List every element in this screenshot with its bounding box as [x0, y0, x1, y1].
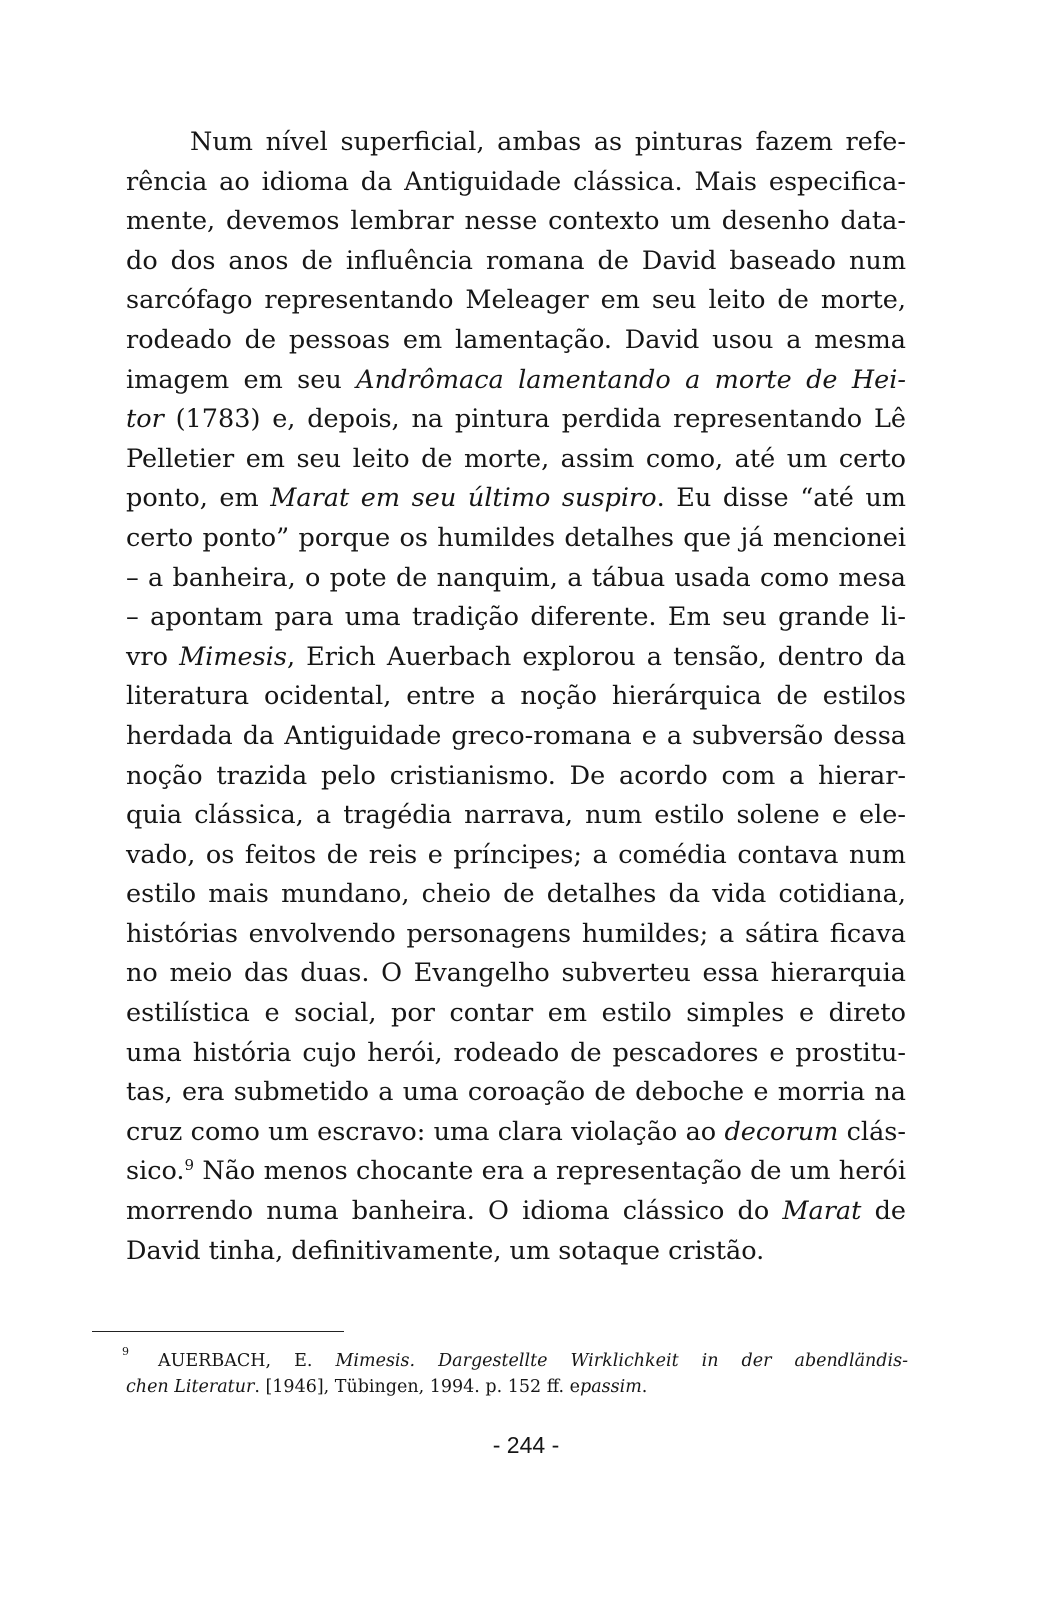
text-span: vro: [126, 641, 180, 672]
text-span: noção trazida pelo cristianismo. De acordo com a hierar-: [126, 760, 906, 791]
italic-title: chen Literatur: [126, 1377, 255, 1397]
text-line: [126, 361, 906, 401]
text-span: no meio das duas. O Evangelho subverteu essa hierarquia: [126, 958, 906, 989]
text-line: [126, 163, 906, 203]
footnote-line: [126, 1374, 908, 1400]
text-line: [126, 836, 906, 876]
text-span: , Erich Auerbach explorou a tensão, dentro da: [286, 641, 906, 672]
footnote: [122, 1345, 908, 1400]
text-span: literatura ocidental, entre a noção hierárquica de estilos: [126, 681, 906, 712]
text-span: certo ponto” porque os humildes detalhes que já mencionei: [126, 522, 906, 553]
text-line: [126, 1113, 906, 1153]
text-line: [126, 915, 906, 955]
text-span: mente, devemos lembrar nesse contexto um desenho data-: [126, 206, 906, 237]
footnote-line: [126, 1348, 908, 1374]
text-span: histórias envolvendo personagens humildes; a sátira ficava: [126, 918, 906, 949]
main-paragraph: [126, 123, 906, 1271]
text-span: do dos anos de influência romana de David baseado num: [126, 245, 906, 276]
text-span: rência ao idioma da Antiguidade clássica. Mais especifica-: [126, 166, 906, 197]
text-line: [126, 1192, 906, 1232]
text-span: de: [861, 1196, 906, 1227]
text-span: herdada da Antiguidade greco-romana e a subversão dessa: [126, 720, 906, 751]
text-line: [126, 875, 906, 915]
text-span: vado, os feitos de reis e príncipes; a comédia contava num: [126, 839, 906, 870]
text-span: . [1946], Tübingen, 1994. p. 152 ff. e: [254, 1377, 580, 1397]
text-span: ponto, em: [126, 483, 271, 514]
text-line: [126, 202, 906, 242]
text-line: [126, 1232, 906, 1272]
text-line: [126, 1034, 906, 1074]
text-line: [126, 123, 906, 163]
text-span: clás-: [838, 1116, 906, 1147]
text-span: imagem em seu: [126, 364, 357, 395]
text-line: [126, 559, 906, 599]
footnote-marker: 9: [122, 1345, 129, 1358]
footnote-reference[interactable]: 9: [184, 1156, 195, 1175]
text-span: (1783) e, depois, na pintura perdida representando Lê: [163, 404, 906, 435]
text-span: . Eu disse “até um: [656, 483, 906, 514]
text-span: quia clássica, a tragédia narrava, num estilo solene e ele-: [126, 800, 906, 831]
text-span: AUERBACH, E.: [158, 1351, 336, 1371]
text-span: cruz como um escravo: uma clara violação ao: [126, 1116, 725, 1147]
text-span: David tinha, definitivamente, um sotaque cristão.: [126, 1235, 765, 1266]
italic-term: passim: [580, 1377, 642, 1397]
text-span: sico.: [126, 1156, 185, 1187]
text-span: rodeado de pessoas em lamentação. David usou a mesma: [126, 324, 906, 355]
text-span: sarcófago representando Meleager em seu leito de morte,: [126, 285, 906, 316]
text-line: [126, 321, 906, 361]
italic-title: Marat: [782, 1196, 862, 1227]
text-line: [126, 400, 906, 440]
text-line: [126, 954, 906, 994]
text-span: morrendo numa banheira. O idioma clássico do: [126, 1196, 783, 1227]
text-line: [126, 1073, 906, 1113]
text-line: [126, 638, 906, 678]
text-span: .: [641, 1377, 648, 1397]
italic-title: Andrômaca lamentando a morte de Hei-: [356, 364, 907, 395]
text-line: [126, 440, 906, 480]
text-line: [126, 281, 906, 321]
text-span: tas, era submetido a uma coroação de deboche e morria na: [126, 1077, 906, 1108]
text-line: [126, 757, 906, 797]
italic-title: tor: [126, 404, 164, 435]
text-line: [126, 519, 906, 559]
text-line: [126, 1152, 906, 1192]
text-line: [126, 677, 906, 717]
text-span: estilo mais mundano, cheio de detalhes da vida cotidiana,: [126, 879, 906, 910]
text-line: [126, 796, 906, 836]
text-span: Pelletier em seu leito de morte, assim como, até um certo: [126, 443, 906, 474]
text-line: [126, 242, 906, 282]
text-span: – a banheira, o pote de nanquim, a tábua usada como mesa: [126, 562, 906, 593]
text-span: – apontam para uma tradição diferente. Em seu grande li-: [126, 602, 906, 633]
italic-title: Mimesis. Dargestellte Wirklichkeit in der abendländis-: [335, 1351, 908, 1371]
italic-title: Mimesis: [179, 641, 287, 672]
text-span: estilística e social, por contar em estilo simples e direto: [126, 998, 906, 1029]
text-line: [126, 717, 906, 757]
italic-term: decorum: [724, 1116, 839, 1147]
page-number: - 244 -: [492, 1432, 560, 1458]
text-span: uma história cujo herói, rodeado de pescadores e prostitu-: [126, 1037, 906, 1068]
text-line: [126, 598, 906, 638]
italic-title: Marat em seu último suspiro: [270, 483, 657, 514]
footnote-divider: [92, 1331, 344, 1332]
text-span: Não menos chocante era a representação de um herói: [194, 1156, 906, 1187]
text-line: [126, 479, 906, 519]
text-line: [126, 994, 906, 1034]
text-span: Num nível superficial, ambas as pinturas fazem refe-: [190, 127, 906, 157]
